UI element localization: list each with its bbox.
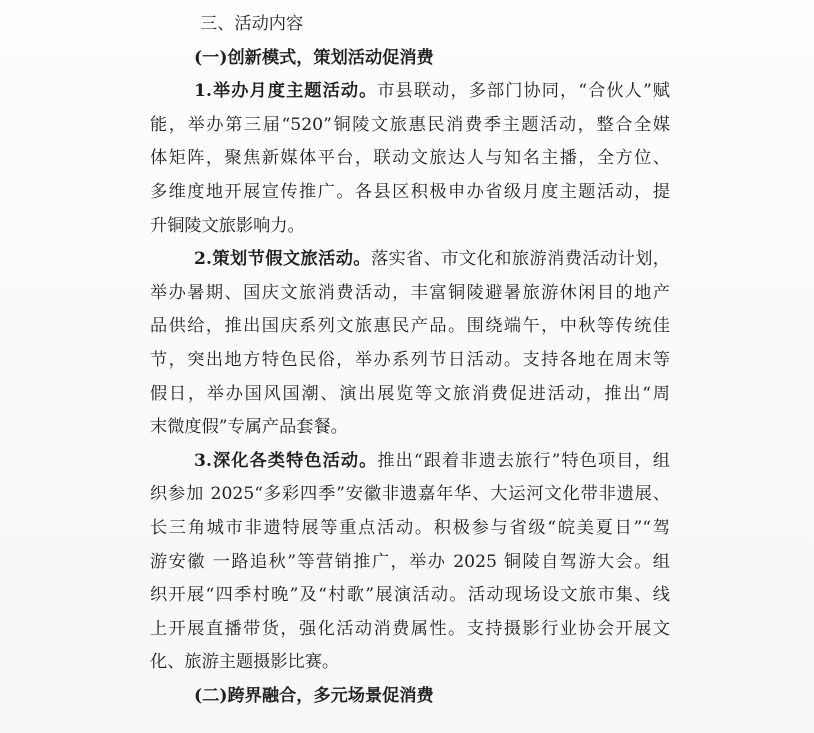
- paragraph-2-line-1: [150, 243, 670, 277]
- paragraph-2-lead: 2.策划节假文旅活动。: [194, 249, 371, 270]
- paragraph-3-line-7: 化、旅游主题摄影比赛。: [150, 652, 340, 673]
- paragraph-1-line-1: [150, 75, 670, 109]
- paragraph-1-lead: 1.举办月度主题活动。: [194, 81, 378, 102]
- paragraph-3-line-1: [150, 445, 670, 479]
- paragraph-1-text: 市县联动，多部门协同，“合伙人”赋: [377, 81, 670, 102]
- paragraph-3-line-2: 织参加 2025“多彩四季”安徽非遗嘉年华、大运河文化带非遗展、: [150, 484, 670, 505]
- paragraph-1-line-2: 能，举办第三届“520”铜陵文旅惠民消费季主题活动，整合全媒: [150, 114, 670, 135]
- paragraph-2-text: 落实省、市文化和旅游消费活动计划，: [370, 249, 670, 270]
- paragraph-1-line-4: 多维度地开展宣传推广。各县区积极申办省级月度主题活动，提: [150, 181, 670, 202]
- paragraph-2-line-2: 举办暑期、国庆文旅消费活动，丰富铜陵避暑旅游休闲目的地产: [150, 282, 670, 303]
- paragraph-2-line-6: 末微度假”专属产品套餐。: [150, 417, 348, 438]
- paragraph-1-line-5: 升铜陵文旅影响力。: [150, 215, 305, 236]
- section-title: 三、活动内容: [200, 14, 304, 34]
- paragraph-2-line-4: 节，突出地方特色民俗，举办系列节日活动。支持各地在周末等: [150, 349, 670, 370]
- document-body: [150, 8, 670, 713]
- paragraph-3-line-5: 织开展“四季村晚”及“村歌”展演活动。活动现场设文旅市集、线: [150, 585, 670, 606]
- paragraph-1-line-3: 体矩阵，聚焦新媒体平台，联动文旅达人与知名主播，全方位、: [150, 148, 670, 169]
- paragraph-3-line-3: 长三角城市非遗特展等重点活动。积极参与省级“皖美夏日”“驾: [150, 517, 670, 538]
- paragraph-2-line-3: 品供给，推出国庆系列文旅惠民产品。围绕端午，中秋等传统佳: [150, 316, 670, 337]
- subsection-title-1: (一)创新模式，策划活动促消费: [194, 47, 434, 68]
- subsection-title-2: (二)跨界融合，多元场景促消费: [194, 685, 434, 706]
- paragraph-2-line-5: 假日，举办国风国潮、演出展览等文旅消费促进活动，推出“周: [150, 383, 670, 404]
- paragraph-3-line-4: 游安徽 一路追秋”等营销推广，举办 2025 铜陵自驾游大会。组: [150, 551, 670, 572]
- paragraph-3-lead: 3.深化各类特色活动。: [194, 450, 378, 471]
- paragraph-3-text: 推出“跟着非遗去旅行”特色项目，组: [377, 450, 670, 471]
- paragraph-3-line-6: 上开展直播带货，强化活动消费属性。支持摄影行业协会开展文: [150, 618, 670, 639]
